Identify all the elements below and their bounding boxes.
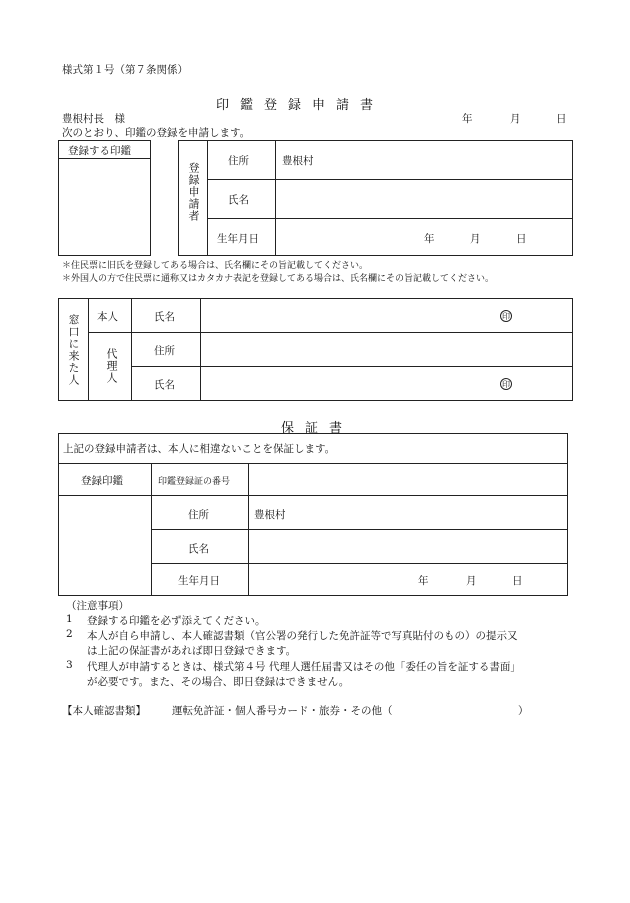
divider — [207, 140, 208, 256]
page-title: 印鑑登録申請書 — [216, 98, 385, 113]
applicant-address-field[interactable]: 豊根村 — [282, 155, 314, 167]
note-text: は上記の保証書があれば即日登録できます。 — [87, 645, 297, 657]
form-number: 様式第１号（第７条関係） — [62, 64, 188, 76]
applicant-name-label: 氏名 — [228, 194, 249, 206]
seal-mark: 印 — [502, 312, 510, 321]
divider — [248, 463, 249, 596]
seal-box-label: 登録する印鑑 — [68, 145, 131, 157]
cert-number-field[interactable] — [252, 466, 564, 492]
notes-heading: （注意事項） — [66, 600, 129, 612]
divider — [151, 529, 568, 530]
intro-text: 次のとおり、印鑑の登録を申請します。 — [62, 127, 251, 139]
applicant-dob-month[interactable]: 月 — [470, 233, 481, 245]
date-day: 日 — [556, 113, 567, 125]
applicant-side-label: 登録申請者 — [187, 162, 200, 222]
applicant-dob-label: 生年月日 — [217, 233, 259, 245]
guarantor-name-label: 氏名 — [188, 543, 209, 555]
note-text: が必要です。また、その場合、即日登録はできません。 — [87, 676, 350, 688]
divider — [151, 463, 152, 596]
guarantor-dob-month[interactable]: 月 — [466, 575, 477, 587]
divider — [88, 298, 89, 401]
applicant-address-label: 住所 — [228, 155, 249, 167]
id-docs-label: 【本人確認書類】 — [62, 705, 146, 717]
guarantor-address-label: 住所 — [188, 509, 209, 521]
date-year: 年 — [462, 113, 473, 125]
divider — [200, 298, 201, 401]
self-label: 本人 — [97, 311, 118, 323]
note-number: 2 — [66, 628, 73, 640]
addressee: 豊根村長 様 — [62, 113, 125, 125]
applicant-dob-day[interactable]: 日 — [516, 233, 527, 245]
note-text: 本人が自ら申請し、本人確認書類（官公署の発行した免許証等で写真貼付のもの）の提示又 — [87, 630, 518, 642]
divider — [207, 218, 573, 219]
agent-name-label: 氏名 — [154, 379, 175, 391]
id-docs-close: ） — [518, 705, 529, 717]
divider — [88, 332, 573, 333]
divider — [131, 298, 132, 401]
divider — [131, 366, 573, 367]
guarantor-dob-label: 生年月日 — [178, 575, 220, 587]
cert-number-label: 印鑑登録証の番号 — [158, 477, 231, 487]
guarantee-seal-label: 登録印鑑 — [81, 475, 123, 487]
guarantor-dob-year[interactable]: 年 — [418, 575, 429, 587]
date-month: 月 — [510, 113, 521, 125]
divider — [151, 563, 568, 564]
note-foreign-name: ＊外国人の方で住民票に通称又はカタカナ表記を登録してある場合は、氏名欄にその旨記載してください。 — [62, 274, 495, 284]
divider — [58, 158, 151, 159]
note-number: 1 — [66, 613, 73, 625]
divider — [58, 495, 568, 496]
guarantor-address-field[interactable]: 豊根村 — [254, 509, 286, 521]
guarantee-statement: 上記の登録申請者は、本人に相違ないことを保証します。 — [63, 443, 336, 455]
id-docs-list: 運転免許証・個人番号カード・旅券・その他（ — [172, 705, 393, 717]
note-text: 代理人が申請するときは、様式第４号 代理人選任届書又はその他「委任の旨を証する書面」 — [87, 661, 521, 673]
agent-address-field[interactable] — [205, 335, 565, 363]
applicant-name-field[interactable] — [280, 182, 570, 216]
guarantor-dob-day[interactable]: 日 — [512, 575, 523, 587]
divider — [207, 179, 573, 180]
guarantee-seal-box[interactable] — [62, 498, 148, 592]
guarantee-title: 保証書 — [281, 421, 354, 436]
agent-address-label: 住所 — [154, 345, 175, 357]
seal-mark: 印 — [502, 380, 510, 389]
guarantor-name-field[interactable] — [252, 532, 564, 560]
note-old-name: ＊住民票に旧氏を登録してある場合は、氏名欄にその旨記載してください。 — [62, 261, 369, 271]
divider — [58, 463, 568, 464]
agent-label: 代理人 — [105, 348, 118, 384]
note-text: 登録する印鑑を必ず添えてください。 — [87, 615, 266, 627]
applicant-dob-year[interactable]: 年 — [424, 233, 435, 245]
window-side-label: 窓口に来た人 — [67, 314, 80, 386]
self-name-label: 氏名 — [154, 311, 175, 323]
divider — [275, 140, 276, 256]
note-number: 3 — [66, 659, 73, 671]
